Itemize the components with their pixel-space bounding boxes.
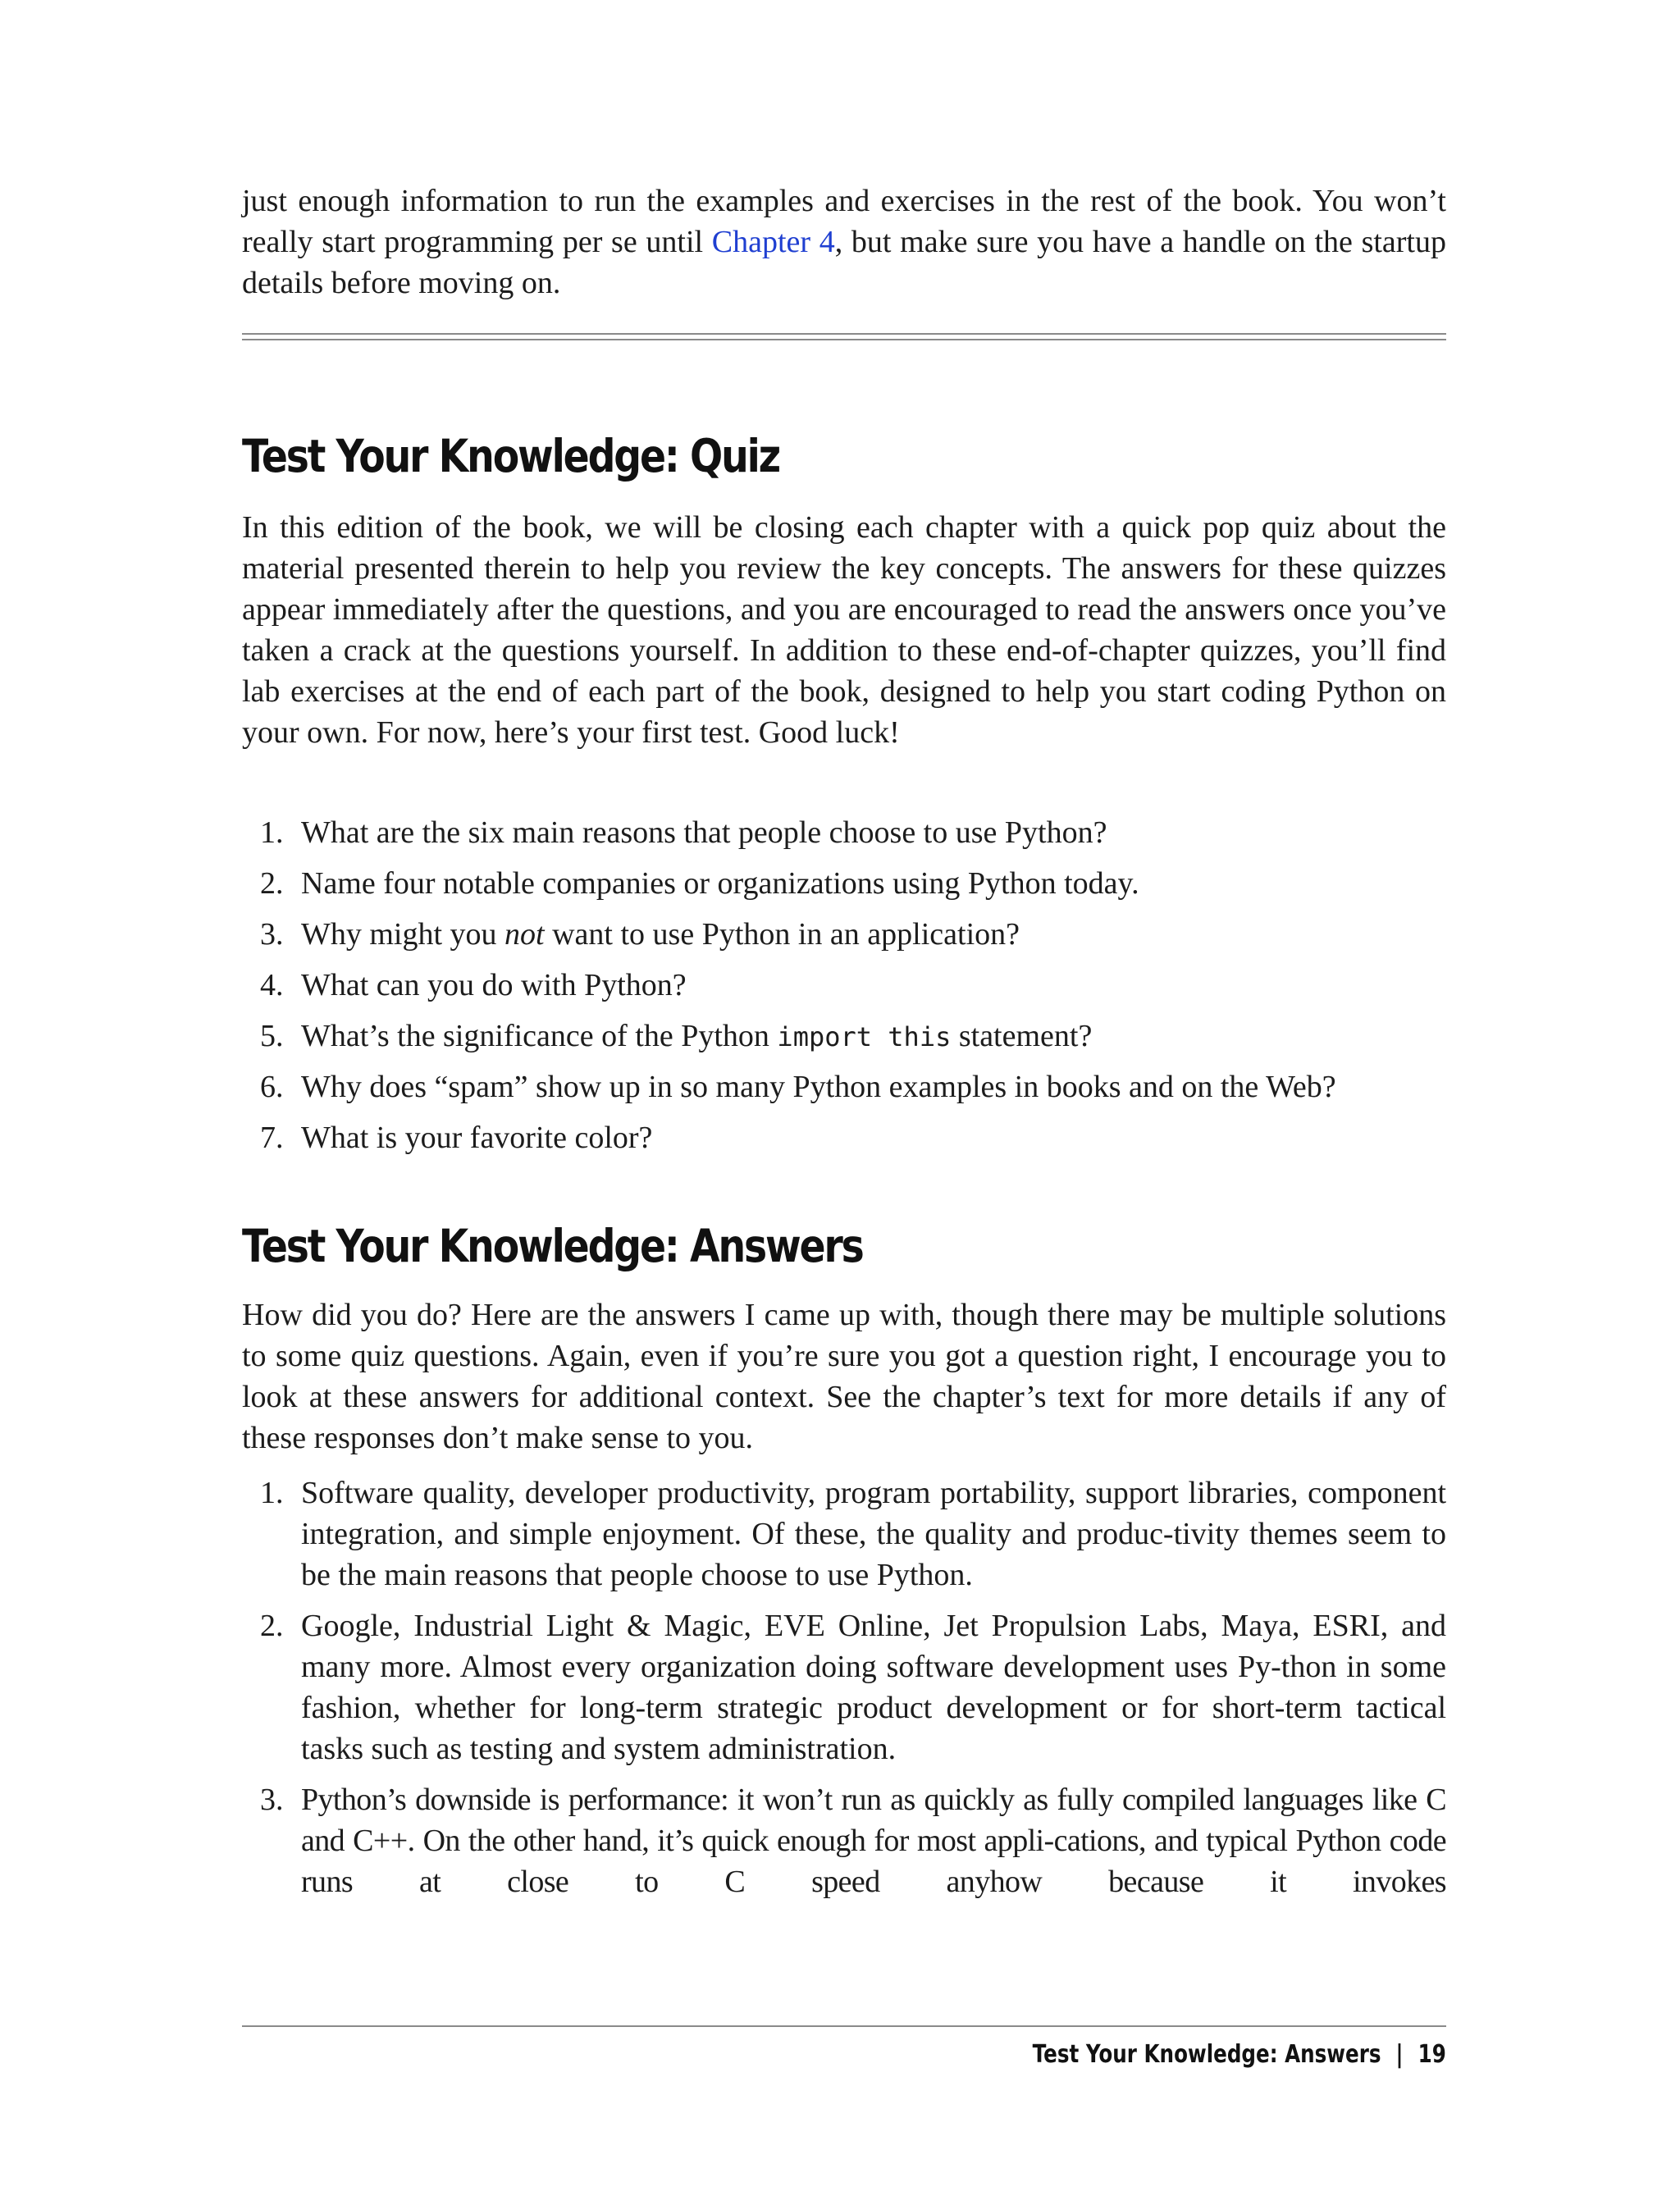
quiz-question [242,1066,1446,1117]
chapter-4-link[interactable]: Chapter 4 [711,225,835,259]
answer-text: Software quality, developer productivity, program portability, support libraries, component integration, and simple enjoyment. Of these, the quality and produc-tivity themes seem to be the main reasons that people choose to use Python. [301,1476,1446,1592]
quiz-question [242,863,1446,914]
answer-item [242,1472,1446,1596]
inline-code-import-this: import this [777,1021,952,1052]
question-text [301,914,1446,955]
question-text-after: statement? [951,1019,1093,1053]
answer-item [242,1605,1446,1769]
running-footer [942,2034,1446,2075]
answer-list [242,1472,1446,1912]
question-number: 2. [260,866,284,901]
answer-number: 3. [260,1783,284,1817]
question-number: 5. [260,1019,284,1053]
question-number: 1. [260,815,284,850]
footer-separator: | [1395,2040,1404,2069]
question-text: Why does “spam” show up in so many Python examples in books and on the Web? [301,1070,1336,1104]
question-text-before: Why might you [301,917,505,952]
answers-heading: Test Your Knowledge: Answers [242,1220,863,1272]
question-text-before: What’s the significance of the Python [301,1019,778,1053]
answer-number: 1. [260,1476,284,1510]
answers-intro-paragraph: How did you do? Here are the answers I came up with, though there may be multiple solutions to some quiz questions. Again, even if you’re sure you got a question right, I encourage you to look at these answers for additional context. See the chapter’s text for more details if any of these responses don’t make sense to you. [242,1298,1446,1455]
section-divider [242,333,1446,340]
question-text: What are the six main reasons that people choose to use Python? [301,815,1107,850]
question-number: 3. [260,917,284,952]
intro-paragraph [242,180,1446,304]
question-text: Name four notable companies or organizations using Python today. [301,866,1139,901]
question-text: What can you do with Python? [301,968,687,1002]
quiz-question [242,1117,1446,1168]
intro-text-before-link: just enough information to run the examples and exercises in the rest of the book. You won’t really start programming per se until [242,184,1446,259]
question-text [301,1016,1446,1057]
quiz-question [242,965,1446,1016]
quiz-question [242,914,1446,965]
question-text: What is your favorite color? [301,1121,653,1155]
question-text-after: want to use Python in an application? [544,917,1020,952]
question-number: 6. [260,1070,284,1104]
page-number: 19 [1418,2040,1446,2069]
quiz-intro-paragraph: In this edition of the book, we will be closing each chapter with a quick pop quiz about the material presented therein to help you review the key concepts. The answers for these quizzes appear immediately after the questions, and you are encouraged to read the answers once you’ve taken a crack at the questions yourself. In addition to these end-of-chapter quizzes, you’ll find lab exercises at the end of each part of the book, designed to help you start coding Python on your own. For now, here’s your first test. Good luck! [242,510,1446,750]
footer-rule [242,2025,1446,2027]
answer-number: 2. [260,1609,284,1643]
question-number: 7. [260,1121,284,1155]
quiz-heading: Test Your Knowledge: Quiz [242,430,780,482]
question-number: 4. [260,968,284,1002]
intro-text-after-link: , but make sure you have a handle on the startup details before moving on. [242,225,1446,300]
quiz-question [242,812,1446,863]
answer-text: Google, Industrial Light & Magic, EVE Online, Jet Propulsion Labs, Maya, ESRI, and many more. Almost every organization doing software development uses Py-thon in some fashion, whether for long-term strategic product development or for short-term tactical tasks such as testing and system administration. [301,1609,1446,1766]
footer-section-title: Test Your Knowledge: Answers [1032,2040,1381,2069]
answer-item [242,1779,1446,1902]
emphasis-not: not [504,917,545,952]
quiz-question-list [242,812,1446,1168]
book-page [242,0,1446,2205]
answer-text: Python’s downside is performance: it won’t run as quickly as fully compiled languages like C and C++. On the other hand, it’s quick enough for most appli-cations, and typical Python code runs at close to C speed anyhow because it invokes [301,1783,1446,1899]
quiz-question [242,1016,1446,1066]
